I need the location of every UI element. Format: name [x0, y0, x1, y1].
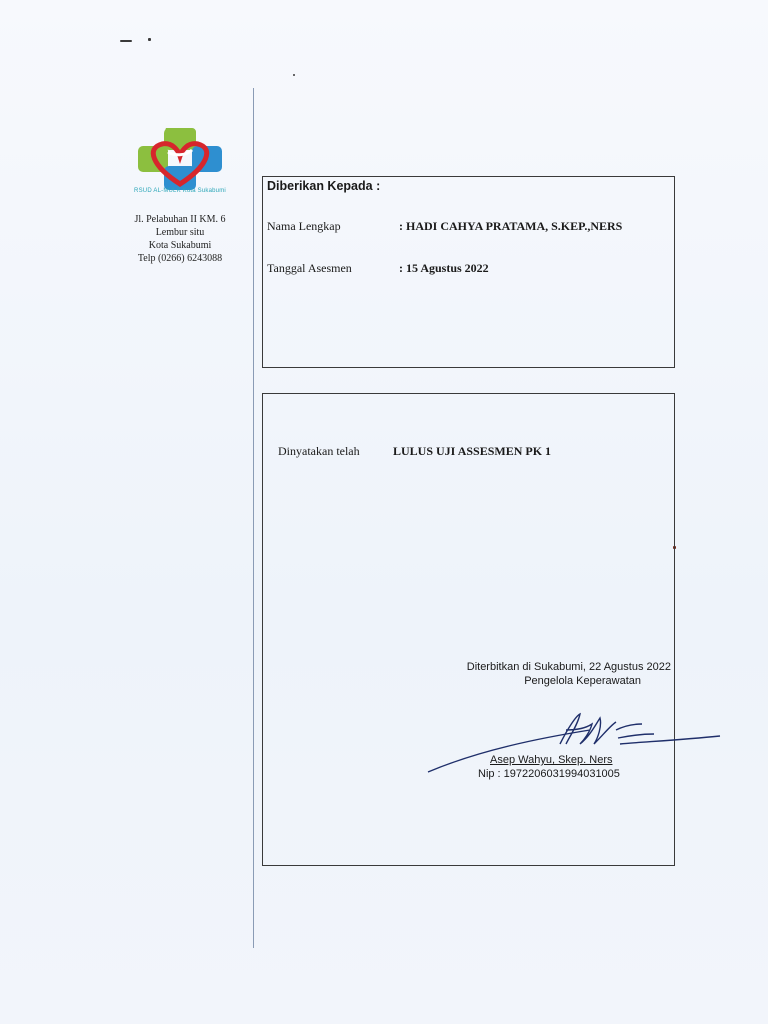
address-phone: Telp (0266) 6243088: [137, 253, 223, 264]
date-value: : 15 Agustus 2022: [399, 261, 489, 275]
issuance-block: [411, 660, 671, 688]
address-line: Kota Sukabumi: [148, 240, 212, 251]
address-line: Jl. Pelabuhan II KM. 6: [134, 214, 226, 225]
scan-speck: [120, 40, 132, 42]
logo-text: RSUD AL-MULK Kota Sukabumi: [134, 188, 226, 194]
statement-row: [278, 444, 551, 459]
issuer-role: Pengelola Keperawatan: [524, 675, 641, 687]
statement-value: LULUS UJI ASSESMEN PK 1: [393, 444, 552, 458]
date-row: [267, 261, 489, 276]
statement-box: [262, 393, 675, 866]
recipient-box: [262, 176, 675, 368]
signer-block: [478, 753, 620, 781]
signer-name: Asep Wahyu, Skep. Ners: [490, 754, 613, 766]
scan-speck: [148, 38, 151, 41]
hospital-address: [112, 213, 248, 265]
signer-nip: Nip : 1972206031994031005: [478, 768, 620, 780]
statement-label: Dinyatakan telah: [278, 444, 360, 458]
scan-speck: [293, 74, 295, 76]
name-row: [267, 219, 622, 234]
margin-divider: [253, 88, 254, 948]
hospital-logo: [132, 126, 228, 212]
name-value: : HADI CAHYA PRATAMA, S.KEP.,NERS: [399, 219, 623, 233]
name-label: Nama Lengkap: [267, 219, 341, 233]
issue-place-date: Diterbitkan di Sukabumi, 22 Agustus 2022: [466, 661, 671, 673]
address-line: Lembur situ: [155, 227, 205, 238]
date-label: Tanggal Asesmen: [267, 261, 352, 275]
recipient-title: Diberikan Kepada :: [267, 179, 381, 193]
